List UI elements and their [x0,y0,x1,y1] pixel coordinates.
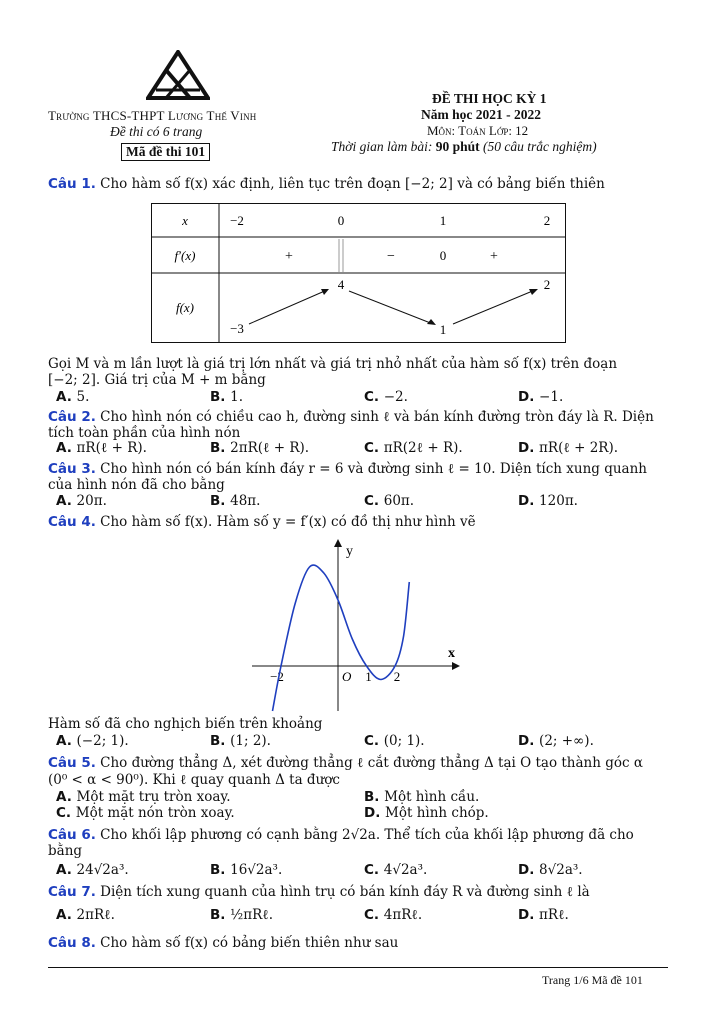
q3-option-b[interactable] [210,493,260,509]
option-letter: C. [364,733,384,749]
question-label: Câu 8. [48,935,96,951]
question-label: Câu 3. [48,461,96,477]
q2-option-d[interactable] [518,440,618,456]
option-text: 24√2a³. [76,862,129,878]
q1-option-a[interactable] [56,389,89,405]
time-limit [331,139,597,155]
question-text: Diện tích xung quanh của hình trụ có bán kính đáy R và đường sinh ℓ là [100,884,590,900]
x-tick-label: 2 [393,669,401,684]
time-suffix: (50 câu trắc nghiệm) [479,139,597,154]
q6-option-c[interactable] [364,862,427,878]
question-label: Câu 4. [48,514,96,530]
question-5-line2: (0⁰ < α < 90⁰). Khi ℓ quay quanh Δ ta được [48,772,340,788]
fp-sign: + [285,249,293,264]
option-text: 5. [76,389,90,405]
q5-option-b[interactable] [364,789,479,805]
option-text: πR(2ℓ + R). [383,440,463,456]
table-row-fp-label: f′(x) [174,248,196,263]
option-text: 4πRℓ. [383,907,423,923]
question-label: Câu 6. [48,827,96,843]
option-text: (0; 1). [383,733,425,749]
question-8 [48,935,398,951]
question-text: Cho hàm số f(x). Hàm số y = f′(x) có đồ thị như hình vẽ [100,514,476,530]
fp-sign: − [387,249,395,264]
q6-option-d[interactable] [518,862,583,878]
q4-option-d[interactable] [518,733,594,749]
question-text: Cho hình nón có bán kính đáy r = 6 và đường sinh ℓ = 10. Diện tích xung quanh [100,461,647,477]
q2-option-c[interactable] [364,440,463,456]
option-letter: D. [518,862,540,878]
x-tick-label: −2 [270,669,284,684]
option-letter: B. [210,493,231,509]
school-logo [146,50,210,100]
footer-divider [48,967,668,968]
question-2 [48,409,654,425]
option-text: 120π. [539,493,578,509]
q7-option-c[interactable] [364,907,422,923]
q5-option-a[interactable] [56,789,231,805]
x-tick-label: 1 [365,669,372,684]
school-name: Trường THCS-THPT Lương Thế Vinh [48,108,257,123]
x-value: 0 [337,213,345,228]
option-text: Một mặt trụ tròn xoay. [76,789,231,805]
q3-option-a[interactable] [56,493,107,509]
page-count: Đề thi có 6 trang [110,124,203,139]
y-axis-label: y [346,544,353,559]
option-letter: C. [364,440,384,456]
table-row-x-label: x [182,213,188,228]
question-6-line2: bằng [48,843,83,859]
option-letter: A. [56,440,77,456]
time-prefix: Thời gian làm bài: [331,139,436,154]
option-text: Một mặt nón tròn xoay. [75,805,235,821]
derivative-graph [240,535,470,715]
option-letter: B. [210,907,231,923]
table-row-f-label: f(x) [175,300,195,315]
x-value: 2 [543,213,551,228]
option-text: πRℓ. [539,907,569,923]
option-letter: B. [210,389,231,405]
option-letter: C. [364,907,384,923]
option-letter: C. [364,493,384,509]
option-text: (−2; 1). [76,733,129,749]
option-text: 2πRℓ. [76,907,115,923]
option-letter: D. [518,493,540,509]
question-text: Cho khối lập phương có cạnh bằng 2√2a. Thể tích của khối lập phương đã cho [100,827,634,843]
q1-option-b[interactable] [210,389,243,405]
option-text: 1. [230,389,244,405]
q2-option-a[interactable] [56,440,147,456]
option-letter: A. [56,493,77,509]
option-text: 20π. [76,493,107,509]
option-text: (1; 2). [230,733,271,749]
q7-option-a[interactable] [56,907,115,923]
question-label: Câu 1. [48,176,96,192]
option-letter: C. [56,805,76,821]
question-label: Câu 7. [48,884,96,900]
question-label: Câu 2. [48,409,96,425]
page-footer: Trang 1/6 Mã đề 101 [542,973,643,987]
q3-option-c[interactable] [364,493,414,509]
option-letter: A. [56,862,77,878]
option-letter: D. [364,805,386,821]
option-text: 16√2a³. [230,862,283,878]
option-text: πR(ℓ + 2R). [539,440,619,456]
option-text: 4√2a³. [383,862,428,878]
option-letter: C. [364,389,384,405]
question-4 [48,514,476,530]
q1-option-c[interactable] [364,389,408,405]
question-1 [48,176,605,192]
option-text: ½πRℓ. [230,907,274,923]
option-letter: B. [210,862,231,878]
option-text: Một hình chóp. [385,805,489,821]
option-letter: D. [518,440,540,456]
question-3 [48,461,647,477]
q7-option-b[interactable] [210,907,273,923]
origin-label: O [342,669,352,684]
f-value: 2 [543,277,551,292]
option-letter: C. [364,862,384,878]
question-text: Cho đường thẳng Δ, xét đường thẳng ℓ cắt đường thẳng Δ tại O tạo thành góc α [100,755,643,771]
q5-option-d[interactable] [364,805,489,821]
x-value: 1 [439,213,447,228]
question-text: Cho hàm số f(x) có bảng biến thiên như sau [100,935,399,951]
fp-zero: 0 [439,248,447,263]
option-text: 48π. [230,493,261,509]
option-letter: A. [56,389,77,405]
question-text: Cho hình nón có chiều cao h, đường sinh ℓ và bán kính đường tròn đáy là R. Diện [100,409,654,425]
time-value: 90 phút [435,139,480,154]
option-text: −2. [383,389,408,405]
derivative-curve [273,565,410,711]
option-letter: B. [364,789,385,805]
question-1-prompt-line1: Gọi M và m lần lượt là giá trị lớn nhất và giá trị nhỏ nhất của hàm số f(x) trên đoạn [48,356,618,372]
f-value: 4 [337,277,345,292]
q6-option-b[interactable] [210,862,282,878]
q4-option-a[interactable] [56,733,129,749]
option-letter: A. [56,907,77,923]
question-1-prompt-line2: [−2; 2]. Giá trị của M + m bằng [48,372,266,388]
f-value: −3 [230,321,244,336]
q6-option-a[interactable] [56,862,129,878]
option-letter: D. [518,389,540,405]
option-text: (2; +∞). [539,733,594,749]
option-letter: D. [518,907,540,923]
option-text: 60π. [383,493,415,509]
option-text: −1. [539,389,564,405]
q4-option-b[interactable] [210,733,271,749]
q4-option-c[interactable] [364,733,425,749]
question-2-line2: tích toàn phần của hình nón [48,425,241,441]
option-letter: A. [56,733,77,749]
question-3-line2: của hình nón đã cho bằng [48,477,225,493]
f-value: 1 [439,322,447,337]
school-year: Năm học 2021 - 2022 [421,107,541,122]
q2-option-b[interactable] [210,440,309,456]
subject-grade: Môn: Toán Lớp: 12 [427,123,529,138]
fp-sign: + [490,249,498,264]
option-letter: B. [210,733,231,749]
x-axis-label: x [448,646,455,661]
q5-option-c[interactable] [56,805,235,821]
question-6 [48,827,634,843]
question-5 [48,755,643,771]
option-text: πR(ℓ + R). [76,440,147,456]
x-value: −2 [230,213,244,228]
q3-option-d[interactable] [518,493,578,509]
q7-option-d[interactable] [518,907,569,923]
option-letter: B. [210,440,231,456]
option-letter: D. [518,733,540,749]
exam-code: Mã đề thi 101 [121,143,210,161]
q1-option-d[interactable] [518,389,563,405]
option-text: 8√2a³. [539,862,583,878]
variation-table-q1 [151,203,566,343]
question-7 [48,884,590,900]
exam-title: ĐỀ THI HỌC KỲ 1 [432,91,547,106]
option-letter: A. [56,789,77,805]
question-text: Cho hàm số f(x) xác định, liên tục trên đoạn [−2; 2] và có bảng biến thiên [100,176,605,192]
question-4-prompt: Hàm số đã cho nghịch biến trên khoảng [48,716,323,732]
option-text: Một hình cầu. [384,789,480,805]
question-label: Câu 5. [48,755,96,771]
option-text: 2πR(ℓ + R). [230,440,310,456]
